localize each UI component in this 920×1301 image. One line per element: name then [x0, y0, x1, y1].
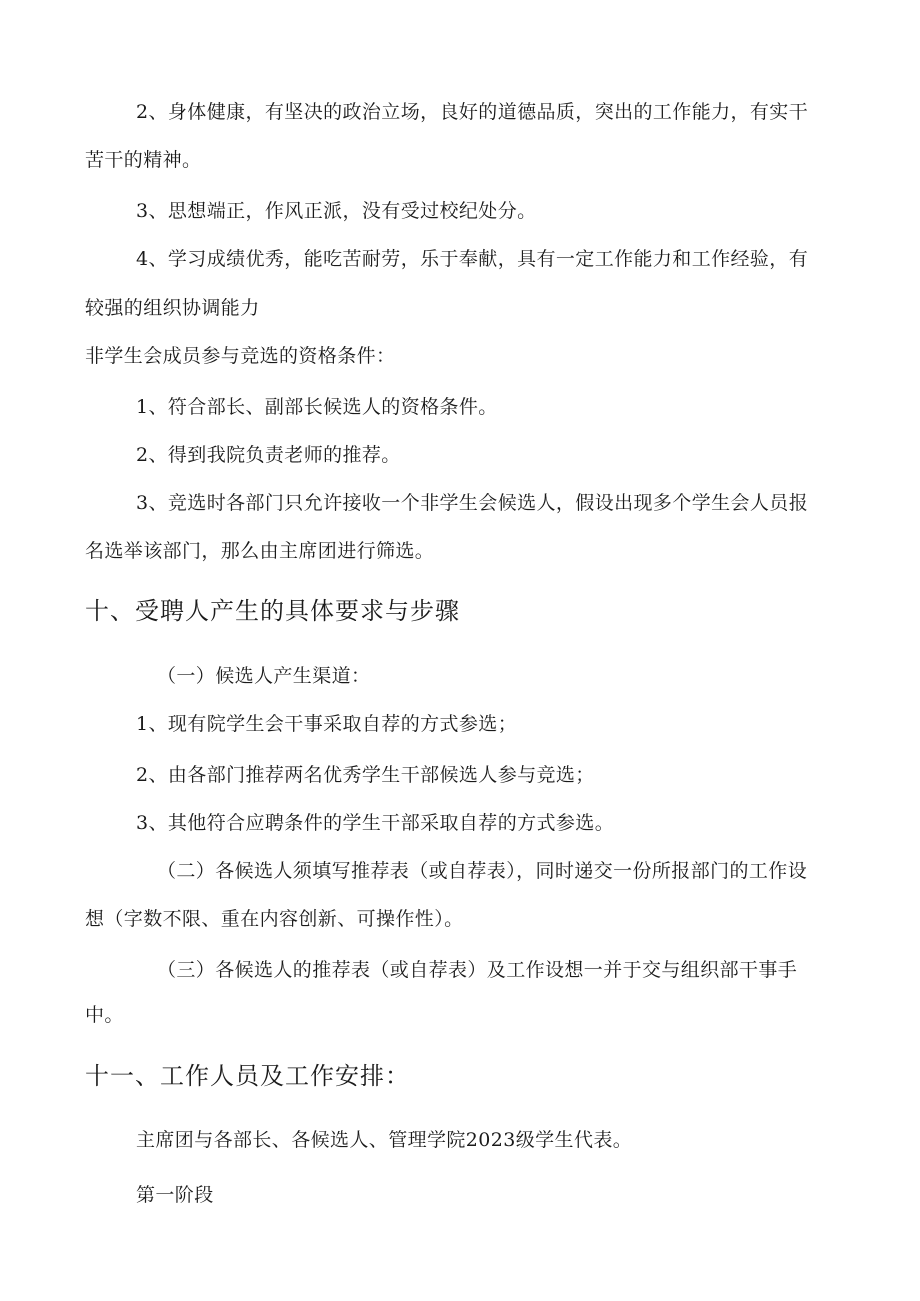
paragraph-line: 2、身体健康，有坚决的政治立场，良好的道德品质，突出的工作能力，有实干: [136, 101, 809, 123]
paragraph-line: （一）候选人产生渠道：: [157, 665, 371, 687]
paragraph-line: 1、现有院学生会干事采取自荐的方式参选；: [136, 713, 518, 735]
paragraph-line: 名选举该部门，那么由主席团进行筛选。: [85, 540, 435, 562]
paragraph-line: 中。: [85, 1004, 124, 1026]
paragraph-line: 1、符合部长、副部长候选人的资格条件。: [136, 396, 498, 418]
paragraph-line: 2、得到我院负责老师的推荐。: [136, 444, 401, 466]
paragraph-line: 3、竞选时各部门只允许接收一个非学生会候选人，假设出现多个学生会人员报: [136, 492, 809, 514]
section-heading: 十一、工作人员及工作安排：: [85, 1062, 410, 1090]
paragraph-line: 苦干的精神。: [85, 149, 202, 171]
paragraph-line: 想（字数不限、重在内容创新、可操作性）。: [85, 908, 464, 930]
section-heading: 十、受聘人产生的具体要求与步骤: [85, 597, 460, 625]
paragraph-line: 3、其他符合应聘条件的学生干部采取自荐的方式参选。: [136, 812, 615, 834]
paragraph-line: 2、由各部门推荐两名优秀学生干部候选人参与竞选；: [136, 764, 595, 786]
paragraph-line: 非学生会成员参与竞选的资格条件：: [85, 345, 396, 367]
paragraph-line: 第一阶段: [136, 1184, 214, 1206]
paragraph-line: 主席团与各部长、各候选人、管理学院2023级学生代表。: [136, 1129, 633, 1151]
paragraph-line: （二）各候选人须填写推荐表（或自荐表），同时递交一份所报部门的工作设: [157, 860, 808, 882]
paragraph-line: 4、学习成绩优秀，能吃苦耐劳，乐于奉献，具有一定工作能力和工作经验，有: [136, 248, 809, 270]
paragraph-line: 较强的组织协调能力: [85, 297, 260, 319]
paragraph-line: 3、思想端正，作风正派，没有受过校纪处分。: [136, 200, 537, 222]
paragraph-line: （三）各候选人的推荐表（或自荐表）及工作设想一并于交与组织部干事手: [157, 959, 798, 981]
